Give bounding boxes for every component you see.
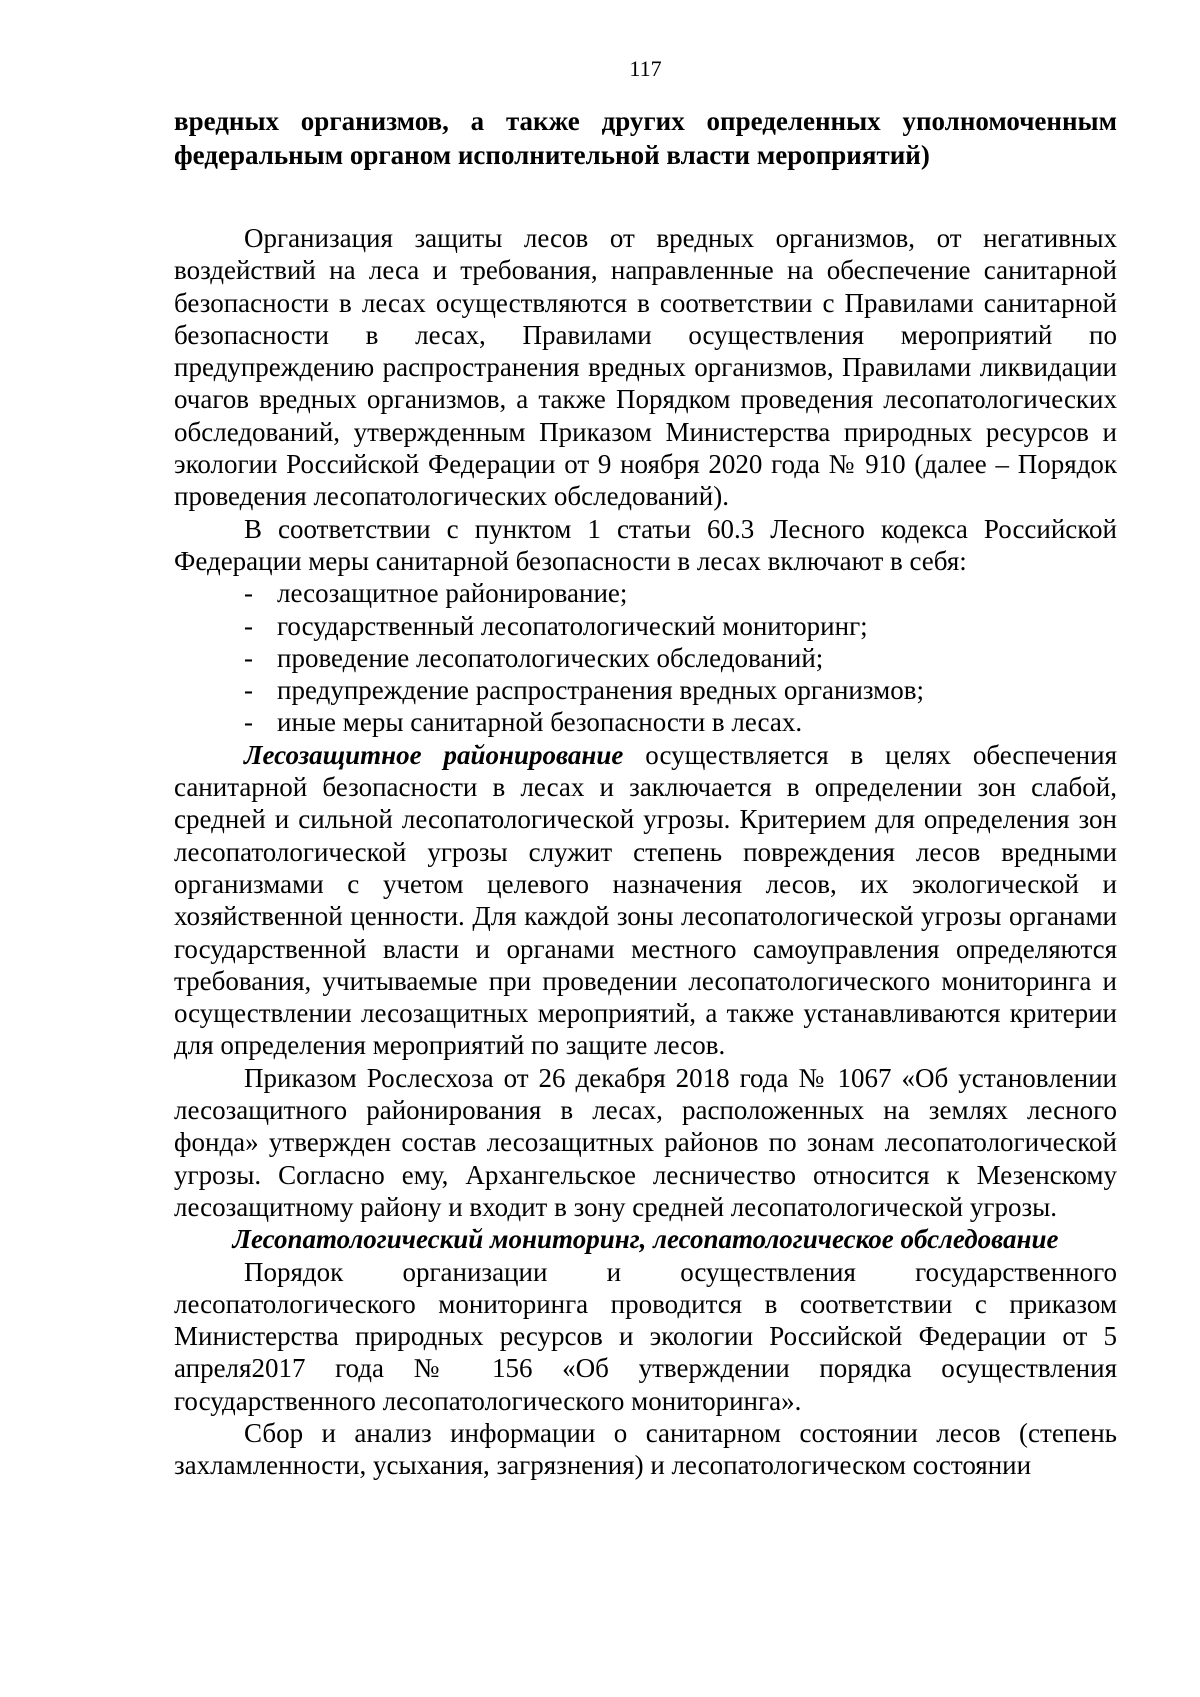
page-number: 117 bbox=[629, 56, 662, 81]
paragraph-data-collection: Сбор и анализ информации о санитарном состоянии лесов (степень захламленности, усыхания, загрязнения) и лесопатологическом состоянии bbox=[174, 1417, 1117, 1481]
list-item-text: государственный лесопатологический мониторинг; bbox=[277, 610, 868, 641]
list-item bbox=[174, 642, 1117, 674]
zoning-lead-term: Лесозащитное районирование bbox=[244, 739, 624, 770]
list-dash: - bbox=[244, 610, 253, 641]
section-heading: вредных организмов, а также других определенных уполномоченным федеральным органом исполнительной власти мероприятий) bbox=[174, 106, 1117, 170]
subsection-heading-monitoring: Лесопатологический мониторинг, лесопатологическое обследование bbox=[232, 1224, 1059, 1255]
list-item bbox=[174, 610, 1117, 642]
list-item-text: проведение лесопатологических обследований; bbox=[277, 642, 824, 673]
paragraph-sanitary-measures-intro: В соответствии с пунктом 1 статьи 60.3 Лесного кодекса Российской Федерации меры санитарной безопасности в лесах включают в себя: bbox=[174, 513, 1117, 576]
zoning-text: осуществляется в целях обеспечения санитарной безопасности в лесах и заключается в определении зон слабой, средней и сильной лесопатологической угрозы. Критерием для определения зон лесопатологической угрозы служит степень повреждения лесов вредными организмами с учетом целевого назначения лесов, их экологической и хозяйственной ценности. Для каждой зоны лесопатологической угрозы органами государственной власти и органами местного самоуправления определяются требования, учитываемые при проведении лесопатологического мониторинга и осуществлении лесозащитных мероприятий, а также устанавливаются критерии для определения мероприятий по защите лесов. bbox=[174, 739, 1117, 1061]
list-item bbox=[174, 577, 1117, 609]
list-dash: - bbox=[244, 578, 253, 609]
document-page bbox=[174, 56, 1117, 1482]
list-item bbox=[174, 674, 1117, 706]
list-item-text: предупреждение распространения вредных организмов; bbox=[277, 675, 924, 706]
list-dash: - bbox=[244, 675, 253, 706]
list-dash: - bbox=[244, 642, 253, 673]
list-item-text: иные меры санитарной безопасности в лесах. bbox=[277, 707, 803, 738]
paragraph-rosleshoz-order: Приказом Рослесхоза от 26 декабря 2018 года № 1067 «Об установлении лесозащитного районирования в лесах, расположенных на землях лесного фонда» утвержден состав лесозащитных районов по зонам лесопатологической угрозы. Согласно ему, Архангельское лесничество относится к Мезенскому лесозащитному району и входит в зону средней лесопатологической угрозы. bbox=[174, 1062, 1117, 1222]
list-item-text: лесозащитное районирование; bbox=[277, 578, 628, 609]
paragraph-monitoring-procedure: Порядок организации и осуществления государственного лесопатологического мониторинга проводится в соответствии с приказом Министерства природных ресурсов и экологии Российской Федерации от 5 апреля2017 года № 156 «Об утверждении порядка осуществления государственного лесопатологического мониторинга». bbox=[174, 1256, 1117, 1416]
sanitary-measures-list bbox=[174, 577, 1117, 738]
list-dash: - bbox=[244, 707, 253, 738]
paragraph-zoning bbox=[174, 739, 1117, 1062]
list-item bbox=[174, 706, 1117, 738]
paragraph-forest-protection-organization: Организация защиты лесов от вредных организмов, от негативных воздействий на леса и требования, направленные на обеспечение санитарной безопасности в лесах осуществляются в соответствии с Правилами санитарной безопасности в лесах, Правилами осуществления мероприятий по предупреждению распространения вредных организмов, Правилами ликвидации очагов вредных организмов, а также Порядком проведения лесопатологических обследований, утвержденным Приказом Министерства природных ресурсов и экологии Российской Федерации от 9 ноября 2020 года № 910 (далее – Порядок проведения лесопатологических обследований). bbox=[174, 223, 1117, 512]
